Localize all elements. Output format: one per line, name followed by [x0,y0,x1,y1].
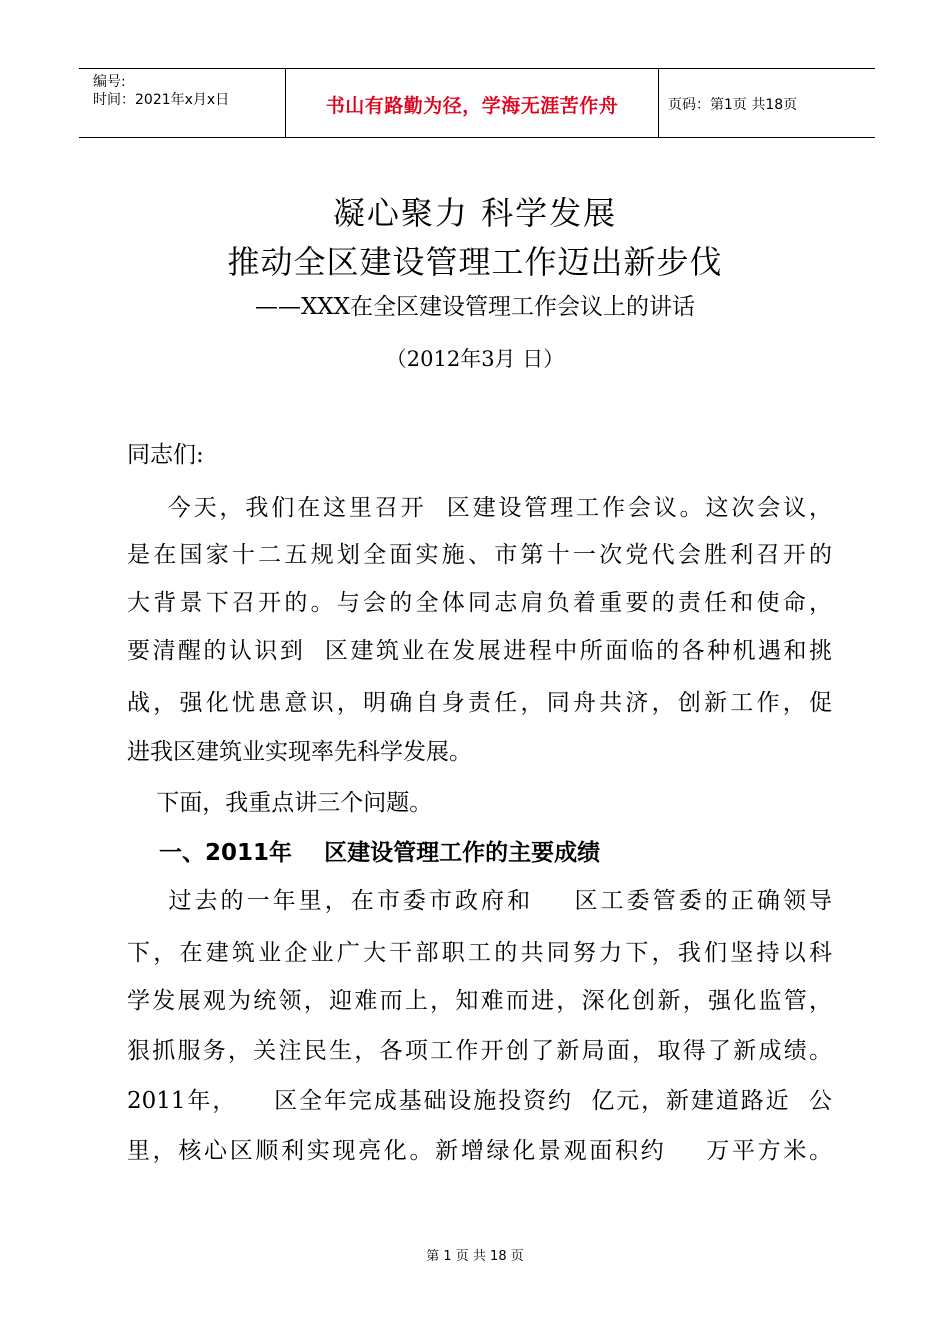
page-header [79,68,875,138]
paragraph-line: 要清醒的认识到 区建筑业在发展进程中所面临的各种机遇和挑 [127,638,832,664]
header-page-cell [658,69,875,137]
salutation: 同志们: [127,442,204,468]
paragraph-line: 今天，我们在这里召开 区建设管理工作会议。这次会议， [127,495,832,521]
page-footer: 第 1 页 共 18 页 [426,1249,524,1264]
paragraph-line: 2011年， 区全年完成基础设施投资约 亿元，新建道路近 公 [127,1088,832,1114]
paragraph-line: 下，在建筑业企业广大干部职工的共同努力下，我们坚持以科 [127,940,832,966]
document-time-label: 时间：2021年x月x日 [93,92,230,108]
paragraph-line: 是在国家十二五规划全面实施、市第十一次党代会胜利召开的 [127,542,832,568]
document-date: （2012年3月 日） [385,347,565,371]
document-title-line2: 推动全区建设管理工作迈出新步伐 [227,243,723,281]
paragraph-line: 学发展观为统领，迎难而上，知难而进，深化创新，强化监管， [127,988,832,1014]
header-motto: 书山有路勤为径，学海无涯苦作舟 [325,95,619,117]
paragraph-line: 进我区建筑业实现率先科学发展。 [127,739,472,765]
paragraph-line: 下面，我重点讲三个问题。 [127,790,433,816]
document-title-line1: 凝心聚力 科学发展 [332,194,618,232]
paragraph-line: 里，核心区顺利实现亮化。新增绿化景观面积约 万平方米。 [127,1138,832,1164]
paragraph-line: 战，强化忧患意识，明确自身责任，同舟共济，创新工作，促 [127,690,832,716]
header-page-info: 页码：第1页 共18页 [668,97,798,113]
paragraph-line: 狠抓服务，关注民生，各项工作开创了新局面，取得了新成绩。 [127,1038,832,1064]
paragraph-line: 大背景下召开的。与会的全体同志肩负着重要的责任和使命， [127,590,832,616]
header-motto-cell [285,69,659,137]
document-number-label: 编号: [93,74,126,90]
header-meta-cell [79,69,285,137]
section-heading: 一、2011年 区建设管理工作的主要成绩 [127,840,601,866]
paragraph-line: 过去的一年里，在市委市政府和 区工委管委的正确领导 [127,888,832,914]
document-subtitle: ——XXX在全区建设管理工作会议上的讲话 [254,294,696,320]
